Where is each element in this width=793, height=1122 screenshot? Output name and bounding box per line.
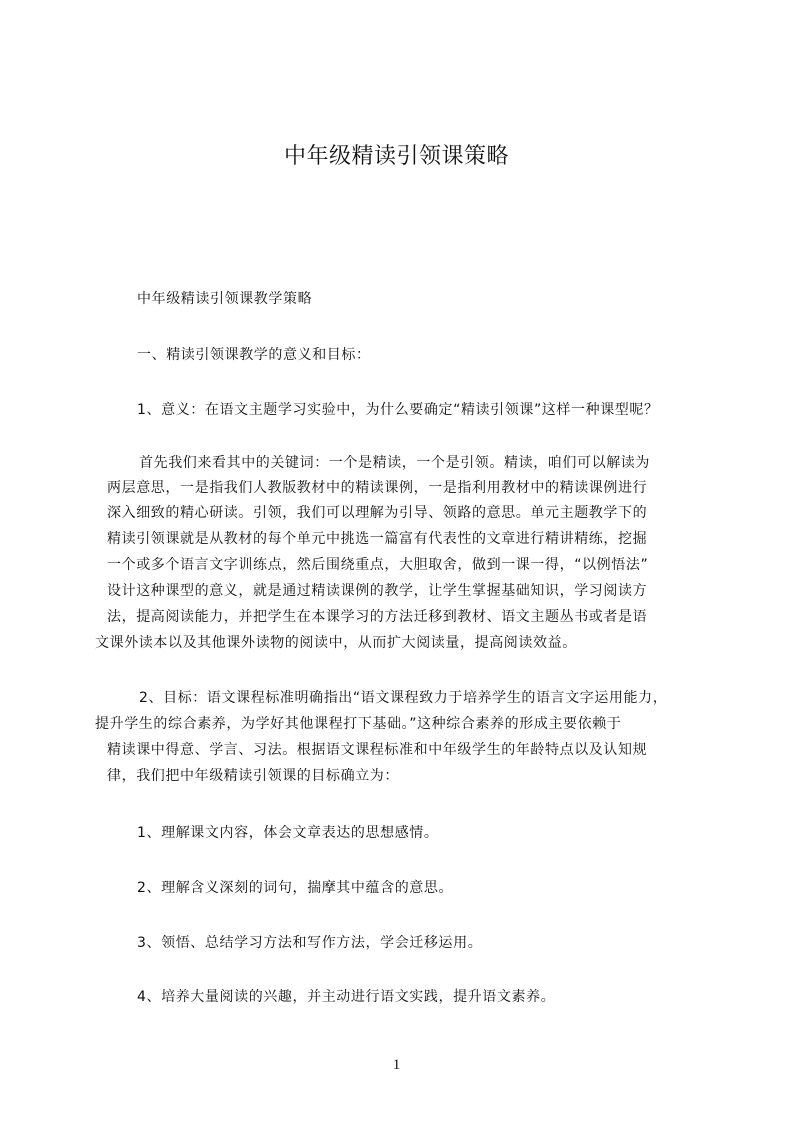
goal-line: 2、目标：语文课程标准明确指出“语文课程致力于培养学生的语言文字运用能力， [139,690,668,706]
meaning-line: 精读引领课就是从教材的每个单元中挑选一篇富有代表性的文章进行精讲精练，挖掘 [107,531,648,547]
document-title: 中年级精读引领课策略 [283,144,509,169]
meaning-line: 深入细致的精心研读。引领，我们可以理解为引导、领路的意思。单元主题教学下的 [107,505,648,521]
page-number: 1 [392,1057,401,1073]
meaning-line: 设计这种课型的意义，就是通过精读课例的教学，让学生掌握基础知识，学习阅读方 [107,583,648,599]
goal-line: 提升学生的综合素养，为学好其他课程打下基础。”这种综合素养的形成主要依赖于 [95,716,622,732]
goal-line: 律，我们把中年级精读引领课的目标确立为： [107,768,399,784]
meaning-heading: 1、意义：在语文主题学习实验中，为什么要确定“精读引领课”这样一种课型呢？ [137,402,659,418]
section-heading: 一、精读引领课教学的意义和目标： [137,347,371,363]
goal-line: 精读课中得意、学言、习法。根据语文课程标准和中年级学生的年龄特点以及认知规 [107,742,648,758]
goal-item: 1、理解课文内容，体会文章表达的思想感情。 [137,825,439,841]
goal-item: 3、领悟、总结学习方法和写作方法，学会迁移运用。 [137,935,483,951]
meaning-line: 两层意思，一是指我们人教版教材中的精读课例，一是指利用教材中的精读课例进行 [107,480,648,496]
goal-item: 2、理解含义深刻的词句，揣摩其中蕴含的意思。 [137,880,454,896]
meaning-line: 首先我们来看其中的关键词：一个是精读，一个是引领。精读，咱们可以解读为 [139,455,650,471]
meaning-line: 一个或多个语言文字训练点，然后围绕重点，大胆取舍，做到一课一得，“以例悟法” [107,557,649,573]
goal-item: 4、培养大量阅读的兴趣，并主动进行语文实践，提升语文素养。 [137,989,556,1005]
meaning-line: 文课外读本以及其他课外读物的阅读中，从而扩大阅读量，提高阅读效益。 [95,635,577,651]
meaning-line: 法，提高阅读能力，并把学生在本课学习的方法迁移到教材、语文主题丛书或者是语 [107,609,648,625]
subtitle: 中年级精读引领课教学策略 [137,291,313,307]
